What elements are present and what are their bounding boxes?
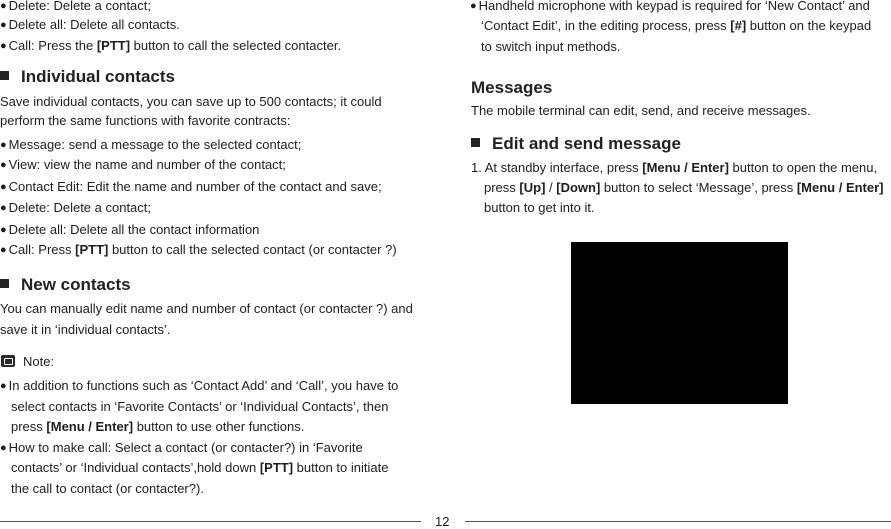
bullet-call — [0, 38, 341, 55]
item-contact-edit — [0, 179, 382, 196]
heading-individual-contacts — [0, 69, 175, 85]
messages-text: The mobile terminal can edit, send, and receive messages. — [471, 103, 811, 118]
item-text: Message: send a message to the selected contact; — [8, 137, 302, 152]
heading-messages: Messages — [471, 78, 553, 97]
item-text: View: view the name and number of the contact; — [8, 157, 286, 172]
step-1-line-3: button to get into it. — [484, 200, 595, 215]
note-bullet-2-line-1 — [0, 440, 363, 457]
bullet-text: Delete all: Delete all contacts. — [8, 17, 180, 32]
note-bullet-1-line-3 — [11, 419, 304, 435]
item-delete — [0, 200, 151, 217]
text-mid: button to select ‘Message’, press — [600, 180, 797, 195]
screen-image-placeholder — [571, 242, 788, 404]
item-view — [0, 157, 286, 174]
key-down: [Down] — [556, 180, 601, 195]
key-menu-enter: [Menu / Enter] — [642, 160, 729, 175]
note-label — [1, 354, 54, 370]
new-contacts-line-2: save it in ‘individual contacts’. — [0, 322, 171, 337]
text-post: button to use other functions. — [133, 419, 305, 434]
key-menu-enter: [Menu / Enter] — [796, 180, 884, 195]
heading-text: Individual contacts — [21, 67, 175, 86]
note-text: In addition to functions such as ‘Contact Add’ and ‘Call’, you have to — [8, 378, 399, 393]
footer-rule-right — [465, 521, 891, 522]
key-menu-enter: [Menu / Enter] — [46, 419, 134, 434]
note-bullet-1-line-1 — [0, 378, 398, 395]
text-post: button to call the selected contact (or contacter ?) — [108, 242, 397, 257]
square-bullet-icon — [0, 71, 9, 80]
page-number: 12 — [435, 514, 450, 529]
bullet-delete-all — [0, 17, 180, 34]
right-top-text: Handheld microphone with keypad is required for ‘New Contact’ and — [478, 0, 870, 13]
right-top-line-3: to switch input methods. — [481, 39, 621, 54]
item-text: Delete: Delete a contact; — [8, 200, 152, 215]
note-text: How to make call: Select a contact (or contacter?) in ‘Favorite — [8, 440, 363, 455]
text-pre: Call: Press the — [8, 38, 97, 53]
individual-intro-1: Save individual contacts, you can save up to 500 contacts; it could — [0, 94, 382, 109]
key-ptt: [PTT] — [259, 460, 294, 475]
item-call — [0, 242, 397, 259]
step-1-line-2 — [484, 180, 884, 196]
bullet-text: Delete: Delete a contact; — [8, 0, 152, 13]
right-top-line-2 — [481, 18, 871, 34]
right-top-line-1 — [470, 0, 870, 15]
individual-intro-2: perform the same functions with favorite contracts: — [0, 113, 291, 128]
item-text: Delete all: Delete all the contact information — [8, 222, 260, 237]
step-1-line-1 — [471, 160, 877, 176]
key-ptt: [PTT] — [96, 38, 131, 53]
key-ptt: [PTT] — [75, 242, 109, 257]
heading-edit-send-message — [471, 136, 681, 152]
text-post: button to open the menu, — [728, 160, 878, 175]
heading-new-contacts — [0, 277, 131, 293]
item-message — [0, 137, 301, 154]
item-text: Contact Edit: Edit the name and number of the contact and save; — [8, 179, 382, 194]
footer-rule-left — [0, 521, 421, 522]
bullet-delete — [0, 0, 151, 15]
note-icon — [1, 355, 15, 367]
new-contacts-line-1: You can manually edit name and number of contact (or contacter ?) and — [0, 301, 413, 316]
heading-text: Edit and send message — [492, 134, 681, 153]
note-bullet-1-line-2: select contacts in ‘Favorite Contacts’ or ‘Individual Contacts’, then — [11, 399, 389, 414]
note-label-text: Note: — [23, 354, 55, 369]
text-post: button to call the selected contacter. — [130, 38, 342, 53]
heading-text: New contacts — [21, 275, 131, 294]
text-pre: ‘Contact Edit’, in the editing process, press — [481, 18, 731, 33]
text-pre: 1. At standby interface, press — [471, 160, 643, 175]
square-bullet-icon — [0, 279, 9, 288]
text-post: button to initiate — [293, 460, 389, 475]
note-bullet-2-line-3: the call to contact (or contacter?). — [11, 481, 204, 496]
text-pre: contacts’ or ‘Individual contacts’,hold down — [11, 460, 260, 475]
square-bullet-icon — [471, 138, 480, 147]
text-pre: Call: Press — [8, 242, 76, 257]
note-bullet-2-line-2 — [11, 460, 388, 476]
text-pre: press — [11, 419, 47, 434]
text-post: button on the keypad — [746, 18, 872, 33]
text-sep: / — [545, 180, 557, 195]
item-delete-all — [0, 222, 259, 239]
key-hash: [#] — [730, 18, 747, 33]
text-pre: press — [484, 180, 520, 195]
key-up: [Up] — [519, 180, 546, 195]
